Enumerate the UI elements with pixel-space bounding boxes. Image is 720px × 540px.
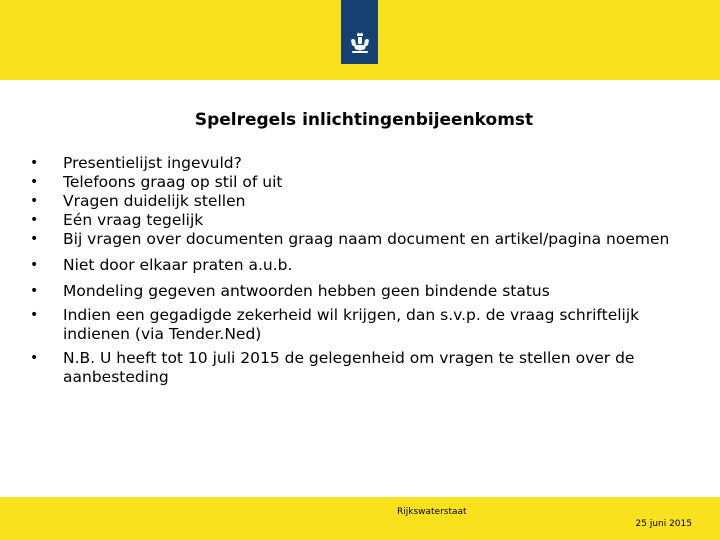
- bullet-item: [30, 230, 700, 249]
- bullet-marker: •: [30, 350, 39, 366]
- bullet-marker: •: [30, 307, 39, 323]
- bullet-item: [30, 306, 700, 344]
- bullet-marker: •: [30, 193, 39, 209]
- slide-title: Spelregels inlichtingenbijeenkomst: [194, 110, 534, 130]
- bullet-text: Mondeling gegeven antwoorden hebben geen bindende status: [63, 282, 550, 300]
- government-logo: [341, 0, 378, 64]
- bullet-marker: •: [30, 174, 39, 190]
- footer-organization: Rijkswaterstaat: [397, 507, 467, 517]
- bullet-text: Indien een gegadigde zekerheid wil krijgen, dan s.v.p. de vraag schriftelijk indienen (via Tender.Ned): [63, 306, 640, 343]
- bullet-marker: •: [30, 257, 39, 273]
- bullet-item: [30, 154, 700, 173]
- bullet-marker: •: [30, 231, 39, 247]
- bullet-item: [30, 349, 700, 387]
- bullet-marker: •: [30, 212, 39, 228]
- bullet-text: Vragen duidelijk stellen: [63, 192, 246, 210]
- footer-date: 25 juni 2015: [635, 519, 692, 529]
- bullet-marker: •: [30, 283, 39, 299]
- bullet-item: [30, 282, 700, 301]
- bullet-text: Presentielijst ingevuld?: [63, 154, 242, 172]
- bullet-text: Eén vraag tegelijk: [63, 211, 204, 229]
- bullet-item: [30, 173, 700, 192]
- bullet-text: Telefoons graag op stil of uit: [63, 173, 283, 191]
- bullet-item: [30, 211, 700, 230]
- footer-band: [0, 497, 720, 540]
- bullet-text: N.B. U heeft tot 10 juli 2015 de gelegenheid om vragen te stellen over de aanbesteding: [63, 349, 635, 386]
- bullet-item: [30, 192, 700, 211]
- bullet-item: [30, 256, 700, 275]
- bullet-text: Niet door elkaar praten a.u.b.: [63, 256, 293, 274]
- bullet-marker: •: [30, 155, 39, 171]
- bullet-text: Bij vragen over documenten graag naam document en artikel/pagina noemen: [63, 230, 670, 248]
- coat-of-arms-icon: [348, 32, 372, 54]
- bullet-list: [30, 154, 700, 387]
